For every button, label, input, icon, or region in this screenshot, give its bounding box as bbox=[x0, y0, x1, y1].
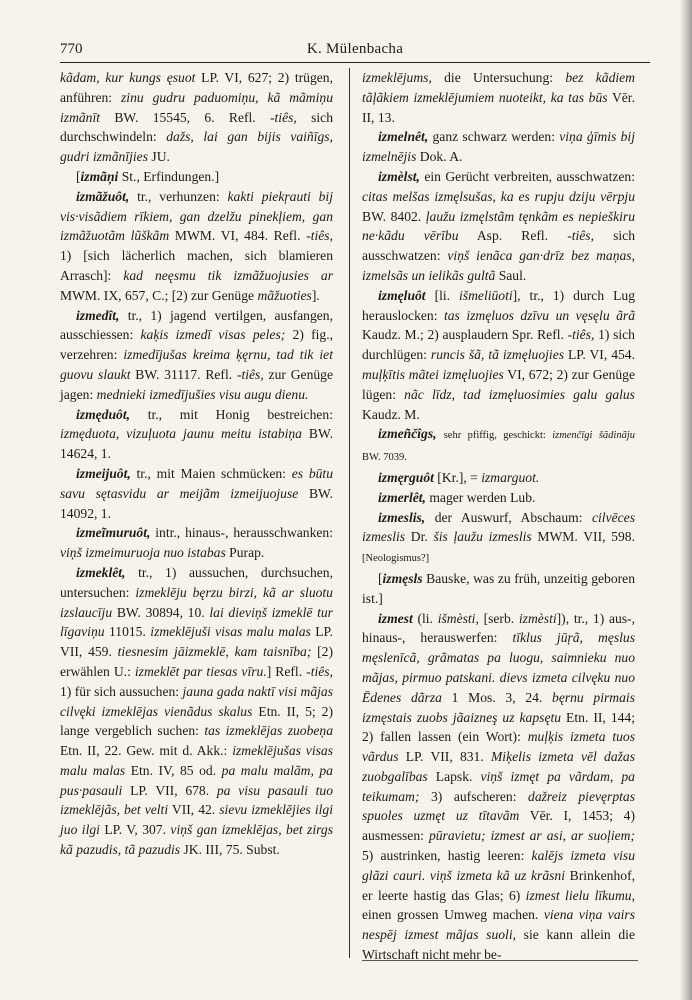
dictionary-entry: izmeijuôt, tr., mit Maien schmücken: es būtu savu sętasvidu ar meijãm izmeijuojuse BW. 14092, 1. bbox=[60, 465, 334, 521]
dictionary-entry: izmęrguôt [Kr.], = izmarguot. bbox=[378, 469, 540, 485]
dictionary-entry: izmelnêt, ganz schwarz werden: viņa ģīmis bij izmelnējis Dok. A. bbox=[362, 129, 635, 165]
dictionary-entry: izmèlst, ein Gerücht verbreiten, ausschwatzen: citas melšas izmęlsušas, ka es rupju dziju vērpju BW. 8402. ļaužu izmęlstãm tęnkãm es nepieškiru ne·kãdu vērību Asp. Refl. -tiês, sich ausschwatzen: viņš ienãca gan·drīz bez maņas, izmelsãs un ielikãs gultã Saul. bbox=[362, 168, 636, 283]
footer-rule bbox=[362, 960, 638, 961]
dictionary-entry: izmeslis, der Auswurf, Abschaum: cilvēces izmeslis Dr. šis ļaužu izmeslis MWM. VII, 598. [Neologismus?] bbox=[362, 509, 635, 565]
page-edge-shadow bbox=[680, 0, 692, 1000]
dictionary-entry: izmedît, tr., 1) jagend vertilgen, ausfangen, ausschiessen: kaķis izmedī visas peles; 2) fig., verzehren: izmedījušas kreima ķęrnu, tad tik iet guovu slaukt BW. 31117. Refl. -tiês, zur Genüge jagen: mednieki izmedījušies visu augu dienu. bbox=[60, 307, 333, 402]
dictionary-entry: izmeñčîgs, sehr pfiffig, geschickt: izmenčīgi šãdinãju BW. 7039. bbox=[362, 426, 635, 464]
dictionary-entry: izmeklējums, die Untersuchung: bez kãdiem tãļãkiem izmeklējumiem nuoteikt, ka tas būs Vēr. II, 13. bbox=[362, 70, 636, 125]
dictionary-entry: izmęluôt [li. išmeliūoti], tr., 1) durch Lug herauslocken: tas izmęluos dzīvu un vęsęlu ãrã Kaudz. M.; 2) ausplaudern Spr. Refl. -tiês, 1) sich durchlügen: runcis šã, tã izmęluojies LP. VI, 454. muļķītis mãtei izmęluojies VI, 672; 2) zur Genüge lügen: nãc līdz, tad izmęluosimies galu galus Kaudz. M. bbox=[362, 287, 635, 422]
dictionary-entry: [izmęsls Bauske, was zu früh, unzeitig geboren ist.] bbox=[362, 570, 635, 606]
header-rule bbox=[60, 62, 650, 63]
dictionary-entry: kãdam, kur kungs ęsuot LP. VI, 627; 2) trügen, anführen: zinu gudru paduomiņu, kã mãmiņu izmãnīt BW. 15545, 6. Refl. -tiês, sich durchschwindeln: dažs, lai gan bijis vaiñīgs, gudri izmãnījies JU. bbox=[60, 70, 333, 165]
dictionary-entry: [izmãņi St., Erfindungen.] bbox=[76, 168, 220, 184]
page-header bbox=[60, 38, 650, 60]
right-column bbox=[362, 68, 635, 965]
running-head: K. Mülenbacha bbox=[306, 41, 404, 57]
left-column bbox=[60, 68, 333, 860]
dictionary-entry: izmeklêt, tr., 1) aussuchen, durchsuchen, untersuchen: izmeklēju bęrzu birzi, kã ar sluotu izslaucīju BW. 30894, 10. lai dieviņš izmeklē tur līgaviņu 11015. izmeklējuši visas malu malas LP. VII, 459. tiesnesim jāizmeklē, kam taisnība; [2) erwählen U.: izmeklēt par tiesas vīru.] Refl. -tiês, 1) für sich aussuchen: jauna gada naktī visi mãjas cilvęki izmeklējas vienãdus skalus Etn. II, 5; 2) lange vergeblich suchen: tas izmeklējas zuobeņa Etn. II, 22. Gew. mit d. Akk.: izmeklējušas visas malu malas Etn. IV, 85 od. pa malu malãm, pa pus·pasauli LP. VII, 678. pa visu pasauli tuo izmeklējãs, bet velti VII, 42. sievu izmeklējies ilgi juo ilgi LP. V, 307. viņš gan izmeklējas, bet zirgs kã pazudis, tã pazudis JK. III, 75. Subst. bbox=[60, 564, 334, 858]
dictionary-entry: izmãžuôt, tr., verhunzen: kakti piekŗauti bij vis·visãdiem rīkiem, gan dzelžu pinekļiem, gan izmãžuotãm lũškãm MWM. VI, 484. Refl. -tiês, 1) [sich lächerlich machen, sich blamieren Arrasch]: kad neęsmu tik izmãžuojusies ar MWM. IX, 657, C.; [2) zur Genüge mãžuoties]. bbox=[60, 188, 333, 303]
column-divider bbox=[349, 68, 350, 958]
dictionary-entry: izmeĩmuruôt, intr., hinaus-, herausschwanken: viņš izmeimuruoja nuo istabas Purap. bbox=[60, 525, 333, 561]
page-number: 770 bbox=[60, 41, 83, 57]
dictionary-entry: izmerlêt, mager werden Lub. bbox=[378, 489, 536, 505]
dictionary-entry: izmęduôt, tr., mit Honig bestreichen: izmęduota, vizuļuota jaunu meitu istabiņa BW. 14624, 1. bbox=[60, 406, 333, 462]
dictionary-entry: izmest (li. išmèsti, [serb. izmèsti]), tr., 1) aus-, hinaus-, herauswerfen: tīklus jūŗã, męslus męslenīcã, grãmatas pa luogu, saimnieku nuo mãjas, pirmuo patskani. dievs izmeta cilvęku nuo Ēdenes dãrza 1 Mos. 3, 24. bęrnu pirmais izmęstais zuobs jãaizneş uz kapsętu Etn. II, 144; 2) fallen lassen (ein Wort): muļķis izmeta tuos vãrdus LP. VII, 831. Miķelis izmeta vēl dažas zuobgalības Lapsk. viņš izmęt pa vãrdam, pa teikumam; 3) aufscheren: dažreiz pievęrptas spuoles uzmęt uz tītavãm Vēr. I, 1453; 4) ausmessen: pūravietu; izmest ar asi, ar suoļiem; 5) austrinken, hastig leeren: kalējs izmeta visu glãzi cauri. viņš izmeta kã uz krãsni Brinkenhof, er leerte hastig das Glas; 6) izmest lielu līkumu, einen grossen Umweg machen. viena viņa vairs nespēj izmest mãjas suoli, sie kann allein die Wirtschaft nicht mehr be- bbox=[362, 610, 636, 963]
